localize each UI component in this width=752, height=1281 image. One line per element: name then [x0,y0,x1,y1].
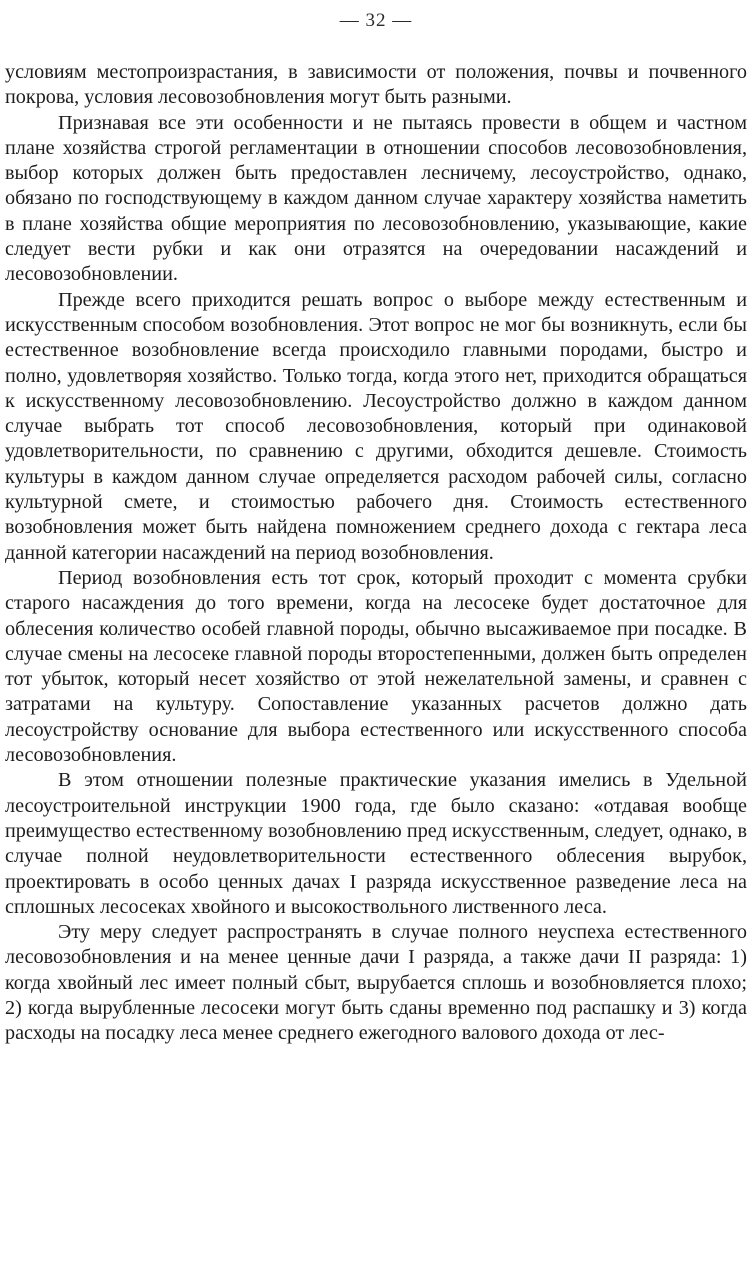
paragraph-continuation: условиям местопроизрастания, в зависимости от положения, почвы и почвенного покрова, условия лесовозобновления могут быть разными. [5,61,747,109]
paragraph: Прежде всего приходится решать вопрос о выборе между естественным и искусственным способом возобновления. Этот вопрос не мог бы возникнуть, если бы естественное возобновление всегда происходило главными породами, быстро и полно, удовлетворяя хозяйство. Только тогда, когда этого нет, приходится обращаться к искусственному лесовозобновлению. Лесоустройство должно в каждом данном случае выбрать тот способ лесовозобновления, который при одинаковой удовлетворительности, по сравнению с другими, обходится дешевле. Стоимость культуры в каждом данном случае определяется расходом рабочей силы, согласно культурной смете, и стоимостью рабочего дня. Стоимость естественного возобновления может быть найдена помножением среднего дохода с гектара леса данной категории насаждений на период возобновления. [5,288,747,564]
paragraph: Признавая все эти особенности и не пытаясь провести в общем и частном плане хозяйства строгой регламентации в отношении способов лесовозобновления, выбор которых должен быть предоставлен лесничему, лесоустройство, однако, обязано по господствующему в каждом данном случае характеру хозяйства наметить в плане хозяйства общие мероприятия по лесовозобновлению, указывающие, какие следует вести рубки и как они отразятся на очередовании насаждений и лесовозобновлении. [5,111,747,286]
paragraph: Эту меру следует распространять в случае полного неуспеха естественного лесовозобновления и на менее ценные дачи I разряда, а также дачи II разряда: 1) когда хвойный лес имеет полный сбыт, вырубается сплошь и возобновляется плохо; 2) когда вырубленные лесосеки могут быть сданы временно под распашку и 3) когда расходы на посадку леса менее среднего ежегодного валового дохода от лес- [5,921,747,1045]
body-text [5,60,747,1047]
page-number: — 32 — [339,10,413,31]
paragraph: В этом отношении полезные практические указания имелись в Удельной лесоустроительной инструкции 1900 года, где было сказано: «отдавая вообще преимущество естественному возобновлению пред искусственным, следует, однако, в случае полной неудовлетворительности естественного облесения вырубок, проектировать в особо ценных дачах I разряда искусственное разведение леса на сплошных лесосеках хвойного и высокоствольного лиственного леса. [5,769,747,918]
paragraph: Период возобновления есть тот срок, который проходит с момента срубки старого насаждения до того времени, когда на лесосеке будет достаточное для облесения количество особей главной породы, обычно высаживаемое при посадке. В случае смены на лесосеке главной породы второстепенными, должен быть определен тот убыток, который несет хозяйство от этой нежелательной замены, и сравнен с затратами на культуру. Сопоставление указанных расчетов должно дать лесоустройству основание для выбора естественного или искусственного способа лесовозобновления. [5,566,747,767]
